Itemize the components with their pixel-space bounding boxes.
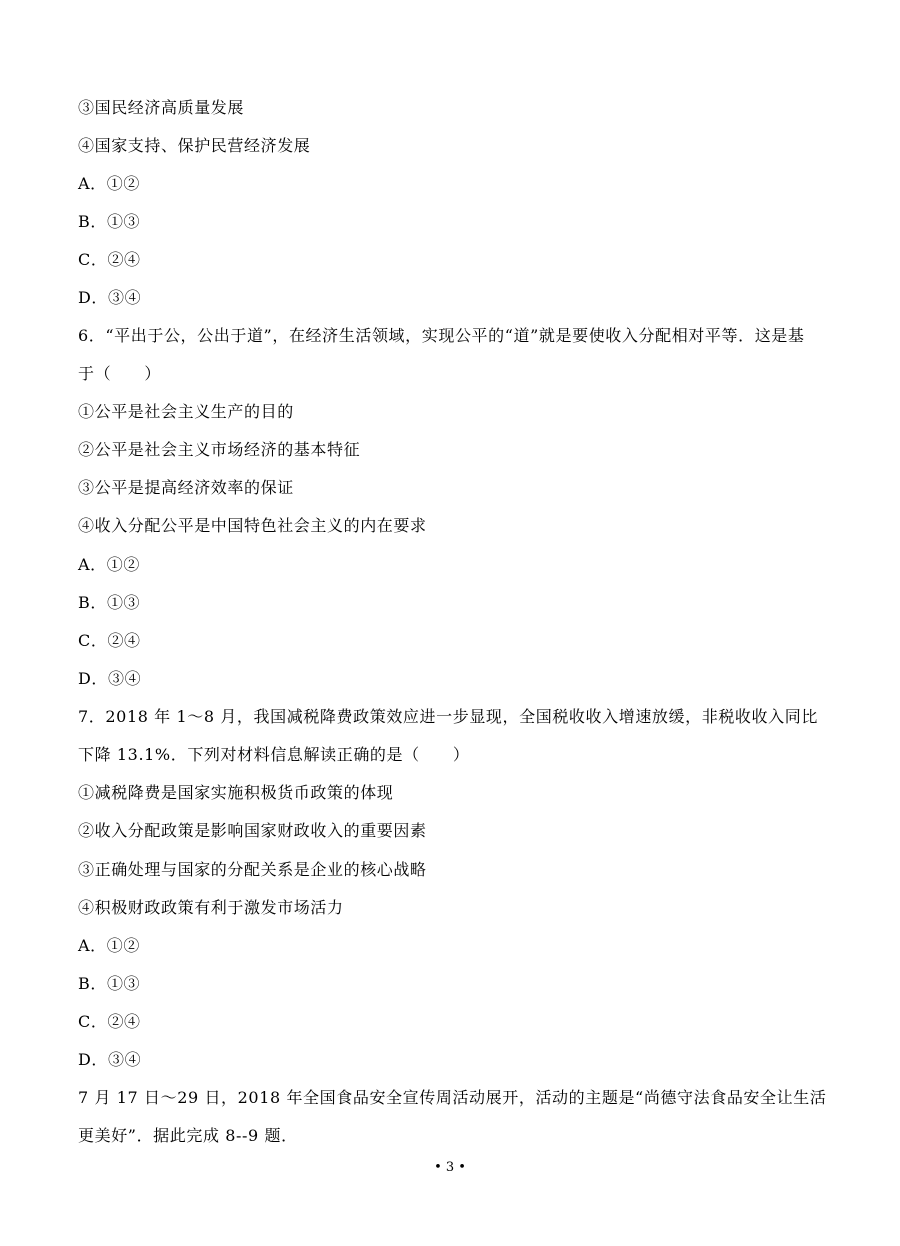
prev-option-4: ④国家支持、保护民营经济发展 [78,136,311,155]
q7-choice-a: A．①② [78,936,140,955]
q7-choice-d: D．③④ [78,1050,142,1069]
prev-option-3: ③国民经济高质量发展 [78,98,245,117]
q6-stem-line2: 于（ ） [78,364,162,383]
q6-choice-b: B．①③ [78,593,141,612]
prev-choice-c: C．②④ [78,250,141,269]
q6-option-2: ②公平是社会主义市场经济的基本特征 [78,440,361,459]
q7-option-1: ①减税降费是国家实施积极货币政策的体现 [78,783,394,802]
q7-option-4: ④积极财政政策有利于激发市场活力 [78,898,344,917]
q7-choice-c: C．②④ [78,1012,141,1031]
q7-option-2: ②收入分配政策是影响国家财政收入的重要因素 [78,821,427,840]
prev-choice-b: B．①③ [78,212,141,231]
q6-stem-line1: 6．“平出于公，公出于道”，在经济生活领域，实现公平的“道”就是要使收入分配相对平等．这是基 [78,326,805,345]
q6-option-4: ④收入分配公平是中国特色社会主义的内在要求 [78,516,427,535]
q6-choice-a: A．①② [78,555,140,574]
prev-choice-d: D．③④ [78,288,142,307]
page-number: • 3 • [434,1160,466,1175]
q7-stem-line2: 下降 13.1%．下列对材料信息解读正确的是（ ） [78,745,470,764]
q7-choice-b: B．①③ [78,974,141,993]
q6-choice-c: C．②④ [78,631,141,650]
q6-option-3: ③公平是提高经济效率的保证 [78,478,294,497]
intro-8-9-line2: 更美好”．据此完成 8--9 题． [78,1126,298,1145]
prev-choice-a: A．①② [78,174,140,193]
q6-option-1: ①公平是社会主义生产的目的 [78,402,294,421]
q7-option-3: ③正确处理与国家的分配关系是企业的核心战略 [78,860,427,879]
q6-choice-d: D．③④ [78,669,142,688]
intro-8-9-line1: 7 月 17 日～29 日，2018 年全国食品安全宣传周活动展开，活动的主题是“尚德守法食品安全让生活 [78,1088,827,1107]
q7-stem-line1: 7．2018 年 1～8 月，我国减税降费政策效应进一步显现，全国税收收入增速放缓，非税收收入同比 [78,707,818,726]
